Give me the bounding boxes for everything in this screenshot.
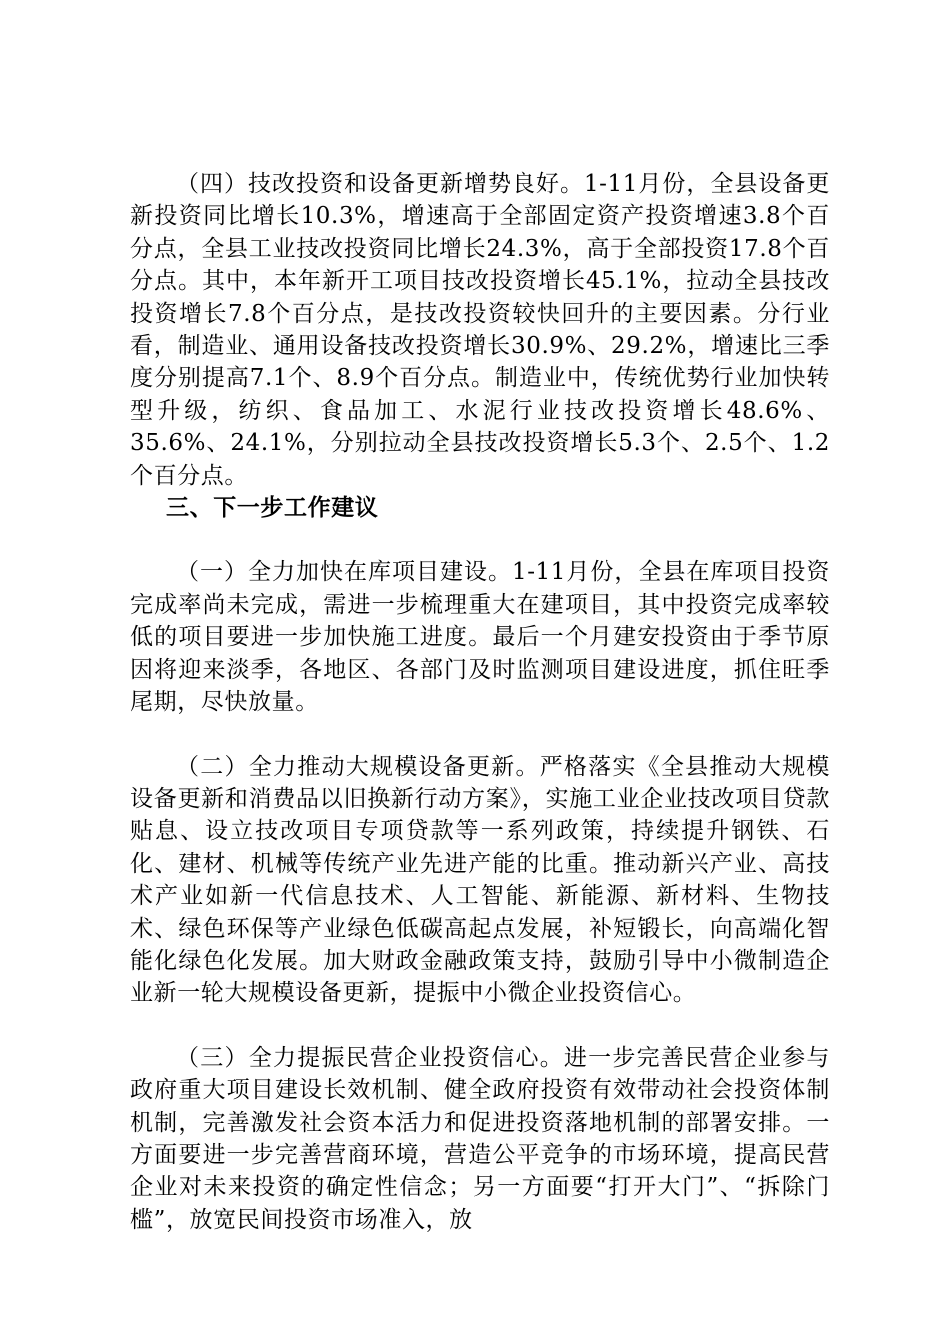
paragraph-tech-investment: （四）技改投资和设备更新增势良好。1-11月份，全县设备更新投资同比增长10.3%，增速高于全部固定资产投资增速3.8个百分点，全县工业技改投资同比增长24.3%，高于全部投资17.8个百分点。其中，本年新开工项目技改投资增长45.1%，拉动全县技改投资增长7.8个百分点，是技改投资较快回升的主要因素。分行业看，制造业、通用设备技改投资增长30.9%、29.2%，增速比三季度分别提高7.1个、8.9个百分点。制造业中，传统优势行业加快转型升级，纺织、食品加工、水泥行业技改投资增长48.6%、35.6%、24.1%，分别拉动全县技改投资增长5.3个、2.5个、1.2个百分点。 [130,171,830,489]
document-page [130,168,830,1236]
paragraph-suggestion-3: （三）全力提振民营企业投资信心。进一步完善民营企业参与政府重大项目建设长效机制、健全政府投资有效带动社会投资体制机制，完善激发社会资本活力和促进投资落地机制的部署安排。一方面要进一步完善营商环境，营造公平竞争的市场环境，提高民营企业对未来投资的确定性信念；另一方面要“打开大门”、“拆除门槛”，放宽民间投资市场准入，放 [130,1044,830,1233]
section-heading-next-steps: 三、下一步工作建议 [166,495,379,522]
paragraph-suggestion-2: （二）全力推动大规模设备更新。严格落实《全县推动大规模设备更新和消费品以旧换新行动方案》，实施工业企业技改项目贷款贴息、设立技改项目专项贷款等一系列政策，持续提升钢铁、石化、建材、机械等传统产业先进产能的比重。推动新兴产业、高技术产业如新一代信息技术、人工智能、新能源、新材料、生物技术、绿色环保等产业绿色低碳高起点发展，补短锻长，向高端化智能化绿色化发展。加大财政金融政策支持，鼓励引导中小微制造企业新一轮大规模设备更新，提振中小微企业投资信心。 [130,753,830,1007]
paragraph-suggestion-1: （一）全力加快在库项目建设。1-11月份，全县在库项目投资完成率尚未完成，需进一步梳理重大在建项目，其中投资完成率较低的项目要进一步加快施工进度。最后一个月建安投资由于季节原因将迎来淡季，各地区、各部门及时监测项目建设进度，抓住旺季尾期，尽快放量。 [130,559,830,716]
